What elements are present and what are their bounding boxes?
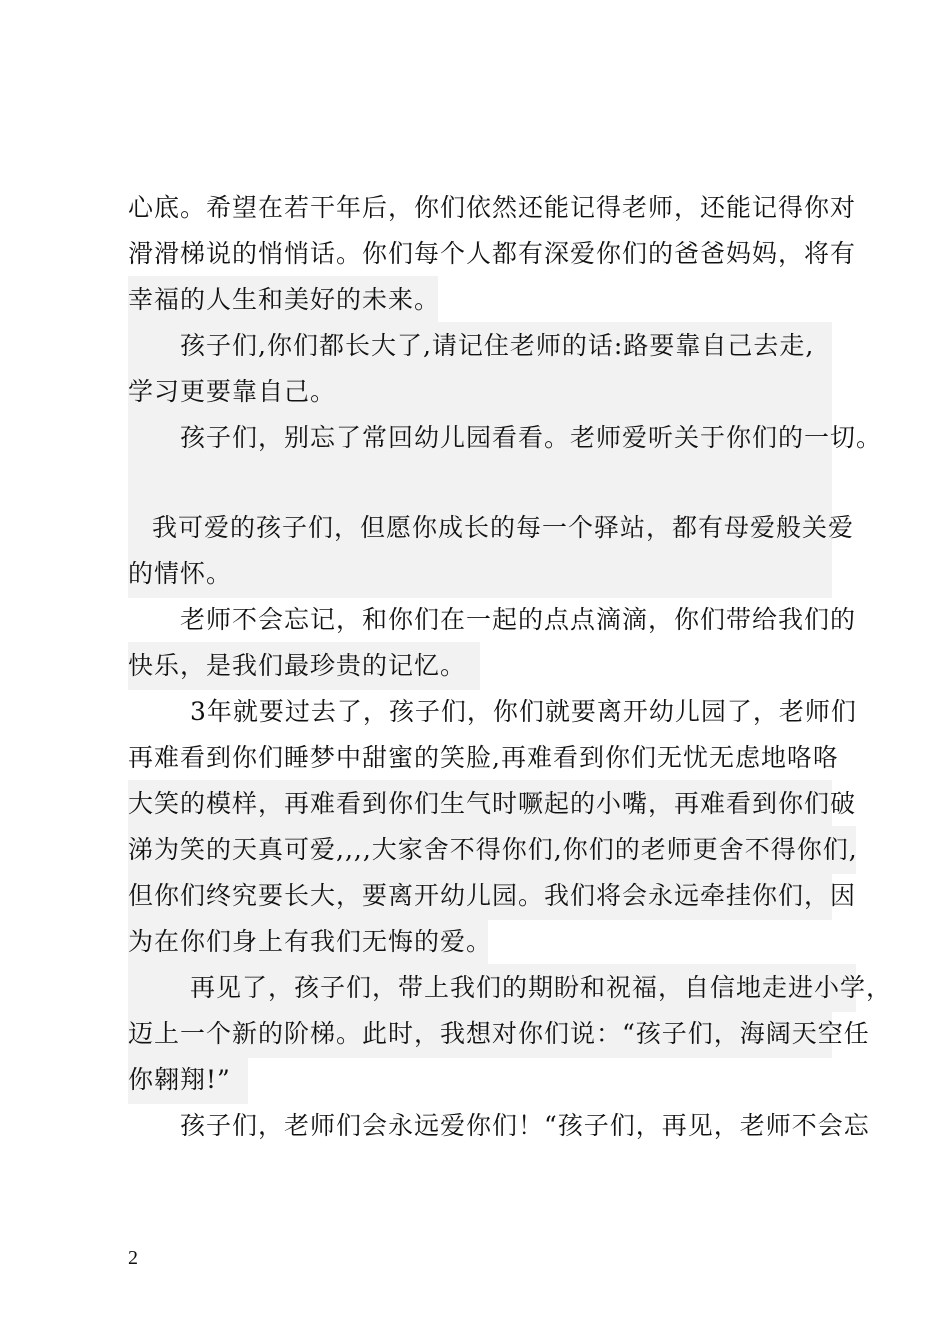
text-line: 心底。希望在若干年后，你们依然还能记得老师，还能记得你对 [128,193,857,222]
text-line: 为在你们身上有我们无悔的爱。 [128,918,488,966]
text-line: 涕为笑的天真可爱,,,,大家舍不得你们,你们的老师更舍不得你们, [128,826,856,874]
text-line: 孩子们,你们都长大了,请记住老师的话:路要靠自己去走, [128,322,832,370]
text-line: 再见了，孩子们，带上我们的期盼和祝福，自信地走进小学， [128,964,856,1012]
text-line: 迈上一个新的阶梯。此时，我想对你们说：“孩子们，海阔天空任 [128,1010,832,1058]
text-line: 3年就要过去了，孩子们，你们就要离开幼儿园了，老师们 [190,697,857,726]
text-line: 但你们终究要长大，要离开幼儿园。我们将会永远牵挂你们，因 [128,872,832,920]
text-line: 孩子们，别忘了常回幼儿园看看。老师爱听关于你们的一切。 [128,414,832,462]
text-line: 快乐，是我们最珍贵的记忆。 [128,642,480,690]
text-line: 的情怀。 [128,550,832,598]
text-line: 我可爱的孩子们，但愿你成长的每一个驿站，都有母爱般关爱 [128,504,832,552]
text-line: 孩子们，老师们会永远爱你们！“孩子们，再见，老师不会忘 [180,1111,870,1140]
text-line: 再难看到你们睡梦中甜蜜的笑脸,再难看到你们无忧无虑地咯咯 [128,743,839,772]
text-line [128,460,832,504]
text-line: 老师不会忘记，和你们在一起的点点滴滴，你们带给我们的 [180,605,857,634]
text-line: 学习更要靠自己。 [128,368,832,416]
text-line: 幸福的人生和美好的未来。 [128,276,438,324]
text-line: 大笑的模样，再难看到你们生气时噘起的小嘴，再难看到你们破 [128,780,832,828]
text-line: 你翱翔!” [128,1056,248,1104]
text-line: 滑滑梯说的悄悄话。你们每个人都有深爱你们的爸爸妈妈，将有 [128,239,857,268]
page-number: 2 [128,1247,138,1269]
